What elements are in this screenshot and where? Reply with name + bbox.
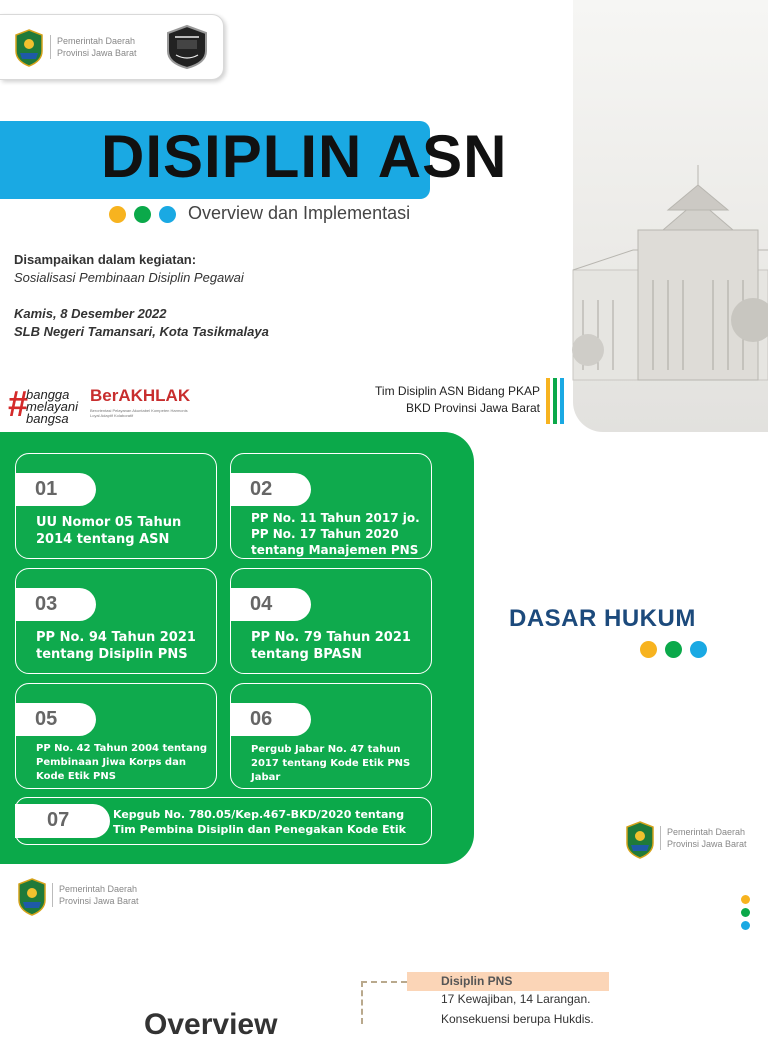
law-number: 03 [15, 588, 96, 621]
yellow-dot-icon [741, 895, 750, 904]
event-venue: SLB Negeri Tamansari, Kota Tasikmalaya [14, 324, 269, 339]
law-card-06 [230, 683, 432, 789]
law-number: 04 [230, 588, 311, 621]
overview-line-1: 17 Kewajiban, 14 Larangan. [441, 992, 591, 1006]
blue-dot-icon [741, 921, 750, 930]
law-card-03 [15, 568, 217, 674]
section-heading: DASAR HUKUM [509, 605, 696, 632]
overview-slide [0, 864, 768, 1041]
law-card-05 [15, 683, 217, 789]
page-title: DISIPLIN ASN [101, 123, 508, 190]
yellow-dot-icon [640, 641, 657, 658]
law-card-07 [15, 797, 432, 845]
bangga-melayani-bangsa-logo: # bangga melayani bangsa [8, 383, 79, 426]
legal-basis-panel [0, 432, 474, 864]
page-subtitle: Overview dan Implementasi [188, 203, 411, 223]
berakhlak-logo: BerAKHLAK [90, 386, 191, 405]
law-text: Kepgub No. 780.05/Kep.467-BKD/2020 tentang Tim Pembina Disiplin dan Penegakan Kode Etik [113, 808, 406, 836]
dasar-hukum-slide [0, 432, 768, 864]
blue-dot-icon [690, 641, 707, 658]
law-number: 05 [15, 703, 96, 736]
green-dot-icon [665, 641, 682, 658]
event-label: Disampaikan dalam kegiatan: [14, 252, 197, 267]
west-java-emblem-icon [14, 29, 44, 67]
west-java-emblem-icon [625, 821, 655, 859]
overview-heading: Overview [144, 1008, 278, 1041]
connector-line [361, 981, 407, 1024]
law-text: PP No. 11 Tahun 2017 jo. PP No. 17 Tahun 2020 tentang Manajemen PNS [251, 511, 420, 557]
law-card-01 [15, 453, 217, 559]
law-text: Pergub Jabar No. 47 tahun 2017 tentang Kode Etik PNS Jabar [251, 744, 411, 783]
law-number: 06 [230, 703, 311, 736]
green-dot-icon [134, 206, 151, 223]
decor-dots [640, 641, 707, 658]
header-logo-card [0, 14, 224, 80]
overview-line-2: Konsekuensi berupa Hukdis. [441, 1012, 594, 1026]
law-text: PP No. 79 Tahun 2021 tentang BPASN [251, 630, 411, 662]
cover-slide [0, 0, 768, 432]
law-text: PP No. 94 Tahun 2021 tentang Disiplin PNS [36, 630, 196, 662]
gedung-sate-background-image [573, 0, 768, 432]
team-line-1: Tim Disiplin ASN Bidang PKAP [375, 384, 540, 398]
berakhlak-tagline: Berorientasi Pelayanan Akuntabel Kompeten Harmonis Loyal Adaptif Kolaboratif [90, 408, 188, 418]
west-java-emblem-icon [17, 878, 47, 916]
green-dot-icon [741, 908, 750, 917]
law-number: 01 [15, 473, 96, 506]
law-text: PP No. 42 Tahun 2004 tentang Pembinaan Jiwa Korps dan Kode Etik PNS [36, 743, 207, 782]
law-text: UU Nomor 05 Tahun 2014 tentang ASN [36, 515, 182, 547]
blue-dot-icon [159, 206, 176, 223]
vertical-decor-dots [741, 895, 750, 930]
law-card-02 [230, 453, 432, 559]
bkd-shield-logo-icon [166, 25, 208, 69]
event-date: Kamis, 8 Desember 2022 [14, 306, 167, 321]
yellow-dot-icon [109, 206, 126, 223]
gov-label: Pemerintah Daerah Provinsi Jawa Barat [660, 826, 747, 850]
team-line-2: BKD Provinsi Jawa Barat [405, 401, 540, 415]
law-number: 02 [230, 473, 311, 506]
law-number: 07 [15, 804, 110, 838]
gov-label: Pemerintah Daerah Provinsi Jawa Barat [52, 883, 139, 907]
gov-label: Pemerintah Daerah Provinsi Jawa Barat [50, 35, 137, 59]
disiplin-pns-tag: Disiplin PNS [407, 972, 609, 991]
decor-dots [109, 206, 176, 223]
event-name: Sosialisasi Pembinaan Disiplin Pegawai [14, 270, 244, 285]
color-bars-icon [546, 378, 564, 424]
law-card-04 [230, 568, 432, 674]
